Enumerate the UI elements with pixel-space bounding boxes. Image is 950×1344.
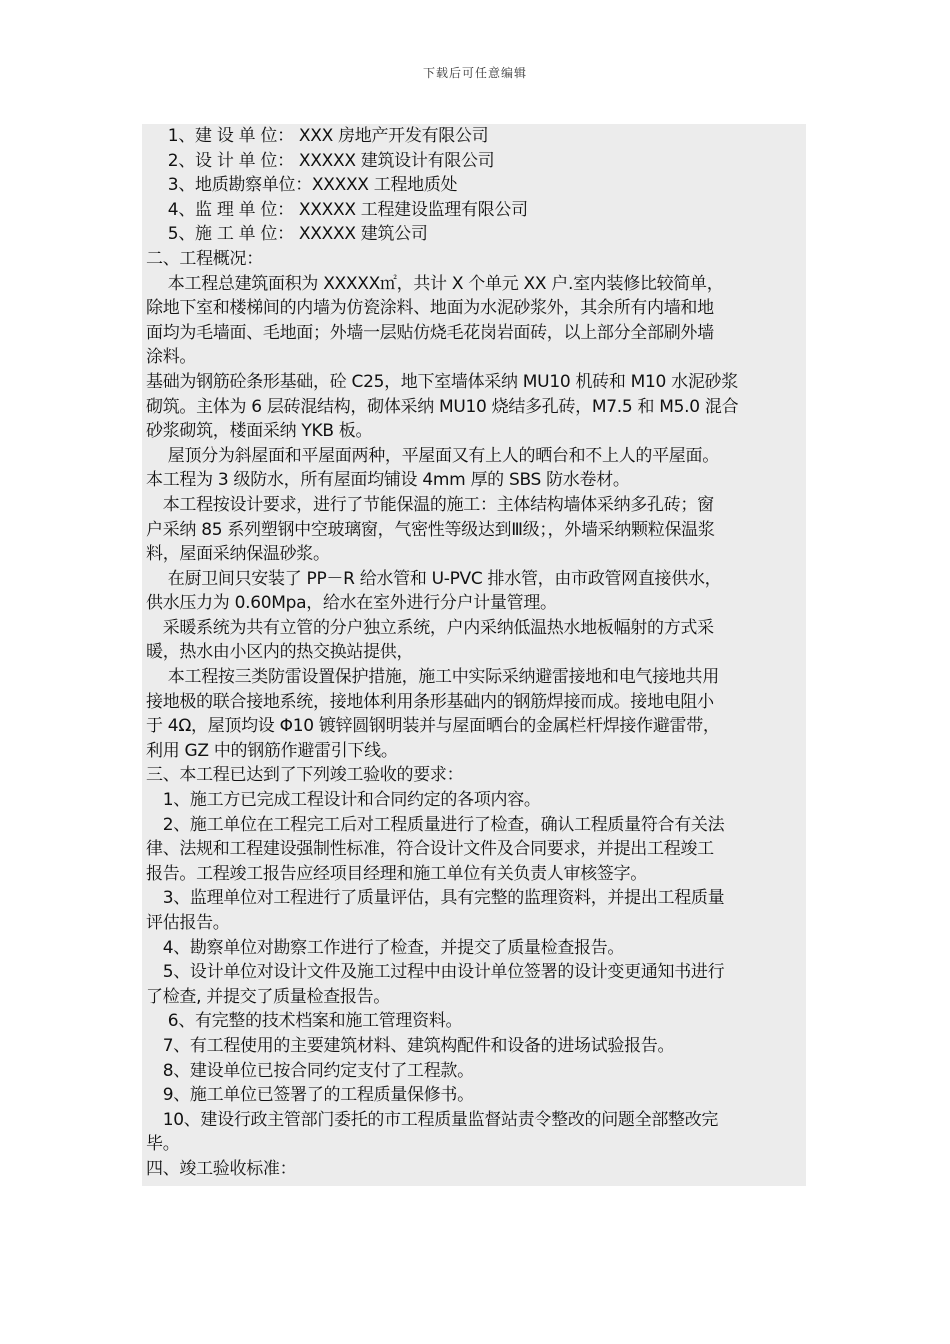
section-heading-requirements: 三、本工程已达到了下列竣工验收的要求：: [146, 765, 464, 786]
paragraph-line: 供水压力为 0.60Mpa，给水在室外进行分户计量管理。: [146, 593, 557, 614]
paragraph-line: 本工程按三类防雷设置保护措施，施工中实际采纳避雷接地和电气接地共用: [146, 667, 719, 688]
unit-supervision: 4、监 理 单 位： XXXXX 工程建设监理有限公司: [146, 199, 528, 220]
paragraph-line: 料，屋面采纳保温砂浆。: [146, 544, 330, 565]
list-item: 7、有工程使用的主要建筑材料、建筑构配件和设备的进场试验报告。: [146, 1035, 675, 1056]
paragraph-line: 在厨卫间只安装了 PP－R 给水管和 U-PVC 排水管，由市政管网直接供水，: [146, 568, 722, 589]
list-item: 评估报告。: [146, 913, 230, 933]
list-item: 报告。工程竣工报告应经项目经理和施工单位有关负责人审核签字。: [146, 863, 647, 884]
list-item: 毕。: [146, 1134, 180, 1155]
paragraph-line: 面均为毛墙面、毛地面；外墙一层贴仿烧毛花岗岩面砖，以上部分全部刷外墙: [146, 322, 714, 343]
paragraph-line: 暖，热水由小区内的热交换站提供，: [146, 642, 414, 663]
list-item: 了检查, 并提交了质量检查报告。: [146, 986, 391, 1007]
paragraph-line: 屋顶分为斜屋面和平屋面两种，平屋面又有上人的晒台和不上人的平屋面。: [146, 445, 719, 466]
paragraph-line: 接地极的联合接地系统，接地体利用条形基础内的钢筋焊接而成。接地电阻小: [146, 691, 714, 712]
paragraph-line: 采暖系统为共有立管的分户独立系统，户内采纳低温热水地板幅射的方式采: [146, 617, 714, 638]
paragraph-line: 利用 GZ 中的钢筋作避雷引下线。: [146, 740, 398, 761]
page-header: 下载后可任意编辑: [422, 66, 527, 80]
paragraph-line: 除地下室和楼梯间的内墙为仿瓷涂料、地面为水泥砂浆外，其余所有内墙和地: [146, 298, 714, 319]
list-item: 4、勘察单位对勘察工作进行了检查，并提交了质量检查报告。: [146, 937, 625, 958]
list-item: 6、有完整的技术档案和施工管理资料。: [146, 1011, 463, 1032]
section-heading-overview: 二、工程概况：: [146, 248, 263, 269]
list-item: 8、建设单位已按合同约定支付了工程款。: [146, 1060, 474, 1081]
list-item: 9、施工单位已签署了的工程质量保修书。: [146, 1085, 474, 1106]
list-item: 5、设计单位对设计文件及施工过程中由设计单位签署的设计变更通知书进行: [146, 962, 725, 983]
unit-contractor: 5、施 工 单 位： XXXXX 建筑公司: [146, 224, 428, 245]
list-item: 律、法规和工程建设强制性标准，符合设计文件及合同要求，并提出工程竣工: [146, 839, 714, 860]
paragraph-line: 涂料。: [146, 347, 197, 368]
document-body: [142, 124, 806, 1186]
paragraph-line: 本工程按设计要求，进行了节能保温的施工：主体结构墙体采纳多孔砖；窗: [146, 494, 714, 515]
paragraph-line: 基础为钢筋砼条形基础，砼 C25，地下室墙体采纳 MU10 机砖和 M10 水泥砂浆: [146, 371, 738, 392]
paragraph-line: 本工程总建筑面积为 XXXXX㎡，共计 X 个单元 XX 户.室内装修比较简单，: [146, 273, 724, 294]
list-item: 1、施工方已完成工程设计和合同约定的各项内容。: [146, 790, 541, 811]
section-heading-standards: 四、竣工验收标准：: [146, 1158, 297, 1179]
list-item: 10、建设行政主管部门委托的市工程质量监督站责令整改的问题全部整改完: [146, 1109, 719, 1130]
paragraph-line: 砌筑。主体为 6 层砖混结构，砌体采纳 MU10 烧结多孔砖，M7.5 和 M5.0 混合: [146, 396, 739, 417]
paragraph-line: 于 4Ω，屋顶均设 Φ10 镀锌圆钢明装并与屋面晒台的金属栏杆焊接作避雷带，: [146, 716, 720, 737]
unit-design: 2、设 计 单 位： XXXXX 建筑设计有限公司: [146, 150, 495, 171]
paragraph-line: 本工程为 3 级防水，所有屋面均铺设 4mm 厚的 SBS 防水卷材。: [146, 470, 630, 491]
unit-construction: 1、建 设 单 位： XXX 房地产开发有限公司: [146, 126, 489, 146]
list-item: 3、监理单位对工程进行了质量评估，具有完整的监理资料，并提出工程质量: [146, 888, 725, 909]
paragraph-line: 砂浆砌筑，楼面采纳 YKB 板。: [146, 421, 373, 442]
list-item: 2、施工单位在工程完工后对工程质量进行了检查，确认工程质量符合有关法: [146, 814, 725, 835]
paragraph-line: 户采纳 85 系列塑钢中空玻璃窗，气密性等级达到Ⅲ级；，外墙采纳颗粒保温浆: [146, 519, 715, 540]
unit-survey: 3、地质勘察单位：XXXXX 工程地质处: [146, 175, 458, 196]
